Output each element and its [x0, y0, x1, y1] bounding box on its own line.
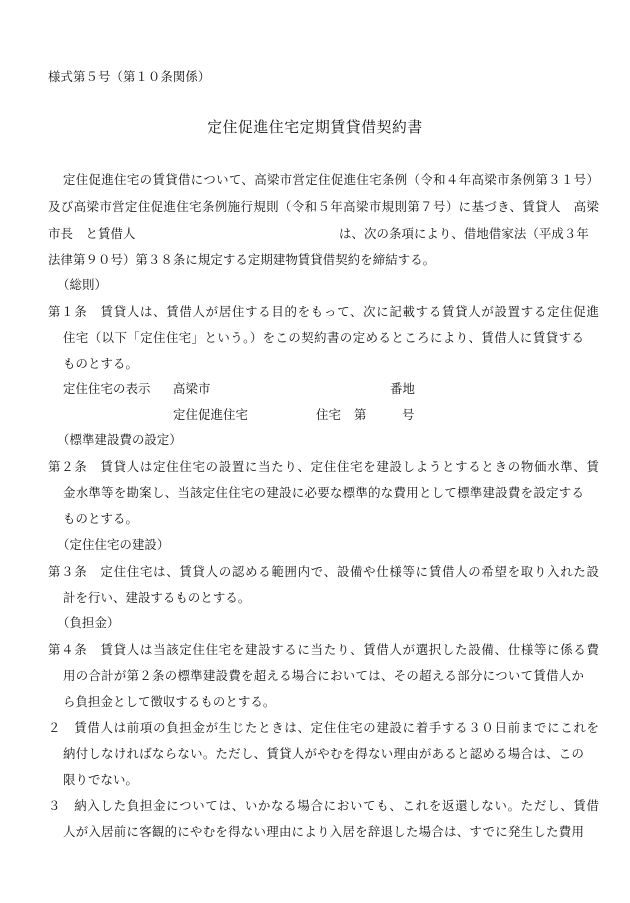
housing-name: 定住促進住宅 [173, 407, 248, 422]
article-2-caption: （標準建設費の設定） [57, 432, 182, 447]
preamble-line-1: 定住促進住宅の賃貸借について、高梁市営定住促進住宅条例（令和４年高梁市条例第３１号） [63, 172, 599, 187]
form-number: 様式第５号（第１０条関係） [48, 69, 211, 84]
preamble-line-3b: は、次の条項により、借地借家法（平成３年 [339, 226, 589, 241]
article-4-para-2-line-3: 限りでない。 [63, 772, 138, 787]
housing-ju: 住宅 [316, 407, 341, 422]
preamble-line-4: 法律第９０号）第３８条に規定する定期建物賃貸借契約を締結する。 [48, 252, 436, 267]
article-2-line-3: ものとする。 [63, 511, 138, 526]
preamble-line-2: 及び高梁市営定住促進住宅条例施行規則（令和５年高梁市規則第７号）に基づき、賃貸人 高梁 [48, 199, 599, 214]
housing-dai: 第 [354, 407, 367, 422]
article-4-caption: （負担金） [57, 615, 120, 630]
article-3-caption: （定住住宅の建設） [57, 537, 170, 552]
document-title: 定住促進住宅定期賃貸借契約書 [207, 119, 423, 136]
article-1-line-2: 住宅（以下「定住住宅」という。）をこの契約書の定めるところにより、賃借人に賃貸する [63, 330, 584, 345]
article-4-line-3: ら負担金として徴収するものとする。 [63, 694, 276, 709]
preamble-line-3a: 市長 と賃借人 [48, 226, 136, 241]
article-1-caption: （総則） [57, 277, 107, 292]
housing-go: 号 [402, 407, 415, 422]
article-2-line-2: 金水準等を勘案し、当該定住住宅の建設に必要な標準的な費用として標準建設費を設定する [63, 485, 584, 500]
article-4-line-1: 第４条 賃貸人は当該定住住宅を建設するに当たり、賃借人が選択した設備、仕様等に係る費 [48, 642, 599, 657]
housing-city: 高梁市 [173, 381, 211, 396]
housing-display-label: 定住住宅の表示 [63, 381, 151, 396]
article-4-para-3-line-1: ３ 納入した負担金については、いかなる場合においても、これを返還しない。ただし、賃借 [48, 798, 599, 813]
article-3-line-1: 第３条 定住住宅は、賃貸人の認める範囲内で、設備や仕様等に賃借人の希望を取り入れた設 [48, 564, 599, 579]
article-1-line-1: 第１条 賃貸人は、賃借人が居住する目的をもって、次に記載する賃貸人が設置する定住促進 [48, 304, 599, 319]
article-4-para-2-line-2: 納付しなければならない。ただし、賃貸人がやむを得ない理由があると認める場合は、この [63, 746, 584, 761]
article-1-line-3: ものとする。 [63, 356, 138, 371]
article-4-para-3-line-2: 人が入居前に客観的にやむを得ない理由により入居を辞退した場合は、すでに発生した費用 [63, 824, 584, 839]
article-4-para-2-line-1: ２ 賃借人は前項の負担金が生じたときは、定住住宅の建設に着手する３０日前までにこれを [48, 720, 599, 735]
article-2-line-1: 第２条 賃貸人は定住住宅の設置に当たり、定住住宅を建設しようとするときの物価水準、賃 [48, 459, 599, 474]
housing-banchi: 番地 [390, 381, 415, 396]
article-4-line-2: 用の合計が第２条の標準建設費を超える場合においては、その超える部分について賃借人か [63, 668, 584, 683]
article-3-line-2: 計を行い、建設するものとする。 [63, 590, 251, 605]
